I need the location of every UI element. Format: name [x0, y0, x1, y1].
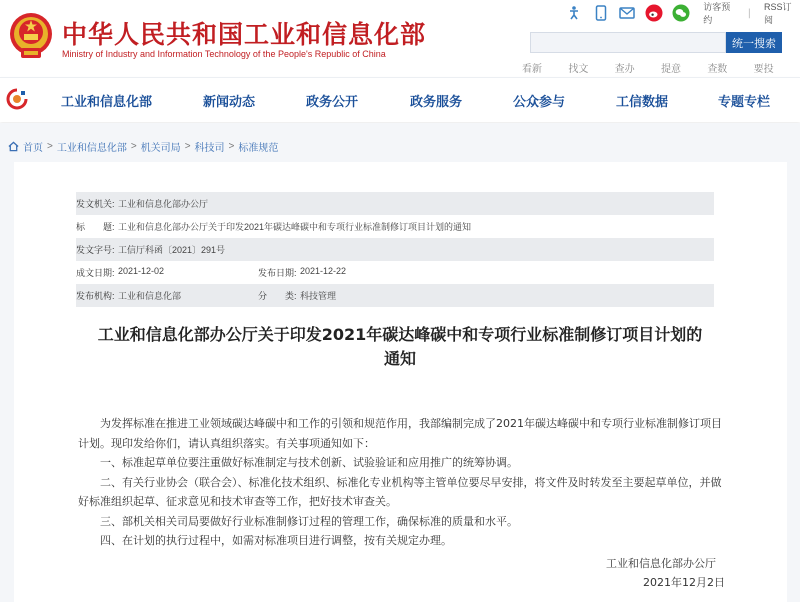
meta-org: 工业和信息化部 [118, 291, 182, 301]
meta-label: 发文字号: [76, 245, 115, 255]
nav-item-data[interactable]: 工信数据 [616, 95, 669, 110]
weibo-icon[interactable] [645, 4, 663, 22]
article-title [76, 323, 724, 371]
document-meta-table [76, 192, 714, 307]
meta-publish-date-cell [258, 266, 440, 279]
meta-label: 分 类: [258, 291, 297, 301]
article-paragraph: 四、在计划的执行过程中，如需对标准项目进行调整，按有关规定办理。 [100, 534, 452, 547]
national-emblem-icon[interactable] [8, 10, 54, 62]
mobile-icon[interactable] [592, 4, 610, 22]
meta-title: 工业和信息化部办公厅关于印发2021年碳达峰碳中和专项行业标准制修订项目计划的通知 [118, 222, 472, 232]
nav-item-gov-service[interactable]: 政务服务 [410, 95, 463, 110]
breadcrumb-home[interactable]: 首页 [23, 143, 43, 154]
breadcrumb-sci-tech[interactable]: 科技司 [194, 143, 225, 154]
meta-row-title [76, 215, 714, 238]
nav-item-public-participation[interactable]: 公众参与 [513, 95, 566, 110]
breadcrumb-separator: > [47, 141, 53, 152]
meta-written-date: 2021-12-02 [118, 266, 165, 276]
meta-label: 成文日期: [76, 268, 115, 278]
article-body [78, 414, 726, 551]
quick-link-services[interactable]: 查办 [614, 64, 635, 75]
meta-issuer: 工业和信息化部办公厅 [118, 199, 209, 209]
top-toolbar [565, 2, 800, 25]
meta-doc-no: 工信厅科函〔2021〕291号 [118, 245, 226, 255]
article-paragraph: 二、有关行业协会（联合会）、标准化技术组织、标准化专业机构等主管单位要尽早安排，将文件及时转发至主要起草单位，并做好标准组织起草、征求意见和技术审查等工作，把好技术审查关。 [78, 475, 722, 508]
search-button[interactable]: 统一搜索 [726, 32, 782, 53]
site-name-en: Ministry of Industry and Information Technology of the People's Republic of China [62, 49, 386, 59]
quick-link-feedback[interactable]: 提意 [660, 64, 681, 75]
meta-written-date-cell [76, 266, 258, 279]
meta-label: 标 题: [76, 222, 115, 232]
nav-item-special-topics[interactable]: 专题专栏 [718, 95, 771, 110]
breadcrumb-separator: > [228, 141, 235, 152]
quick-link-data[interactable]: 查数 [707, 64, 728, 75]
meta-label: 发布机构: [76, 291, 115, 301]
quick-link-files[interactable]: 找文 [568, 64, 589, 75]
meta-row-dates [76, 261, 714, 284]
article-paragraph: 一、标准起草单位要注重做好标准制定与技术创新、试验验证和应用推广的统筹协调。 [100, 456, 518, 469]
quick-link-news[interactable]: 看新 [522, 64, 542, 75]
nav-item-news[interactable]: 新闻动态 [203, 95, 256, 110]
main-nav [0, 77, 800, 122]
home-icon [8, 141, 19, 152]
meta-org-cell [76, 289, 258, 302]
breadcrumb-separator: > [130, 141, 137, 152]
article-paragraph: 为发挥标准在推进工业领域碳达峰碳中和工作的引领和规范作用，我部编制完成了2021年碳达峰碳中和专项行业标准制修订项目计划。现印发给你们，请认真组织落实。有关事项通知如下： [78, 417, 722, 450]
signature-org: 工业和信息化部办公厅 [606, 557, 716, 570]
rss-link[interactable]: RSS订阅 [764, 2, 792, 25]
article-title-line: 工业和信息化部办公厅关于印发2021年碳达峰碳中和专项行业标准制修订项目计划的 [97, 325, 703, 344]
article-title-line: 通知 [383, 349, 416, 368]
meta-row-org [76, 284, 714, 307]
visitor-booking-link[interactable]: 访客预约 [703, 2, 731, 25]
wechat-icon[interactable] [672, 4, 690, 22]
breadcrumb-separator: > [184, 141, 191, 152]
search-input[interactable] [530, 32, 726, 53]
breadcrumb-ministry[interactable]: 工业和信息化部 [56, 143, 127, 154]
breadcrumb-standards[interactable]: 标准规范 [238, 143, 279, 154]
signature-date: 2021年12月2日 [643, 576, 725, 589]
meta-row-doc-no [76, 238, 714, 261]
article-paragraph: 三、部机关相关司局要做好行业标准制修订过程的管理工作，确保标准的质量和水平。 [100, 514, 518, 528]
ministry-logo-icon[interactable] [6, 88, 28, 110]
accessibility-icon[interactable] [565, 4, 583, 22]
meta-category: 科技管理 [300, 291, 337, 301]
mail-icon[interactable] [618, 4, 636, 22]
meta-label: 发布日期: [258, 268, 297, 278]
divider: | [747, 7, 752, 19]
meta-publish-date: 2021-12-22 [300, 266, 347, 276]
meta-label: 发文机关: [76, 199, 115, 209]
quick-link-complaint[interactable]: 要投 [753, 64, 774, 75]
nav-item-gov-open[interactable]: 政务公开 [306, 95, 359, 110]
meta-category-cell [258, 289, 440, 302]
site-name[interactable]: 中华人民共和国工业和信息化部 [62, 20, 427, 49]
breadcrumb [8, 139, 278, 154]
breadcrumb-departments[interactable]: 机关司局 [140, 143, 181, 154]
nav-item-ministry[interactable]: 工业和信息化部 [61, 95, 153, 110]
site-header [0, 0, 800, 77]
meta-row-issuer [76, 192, 714, 215]
